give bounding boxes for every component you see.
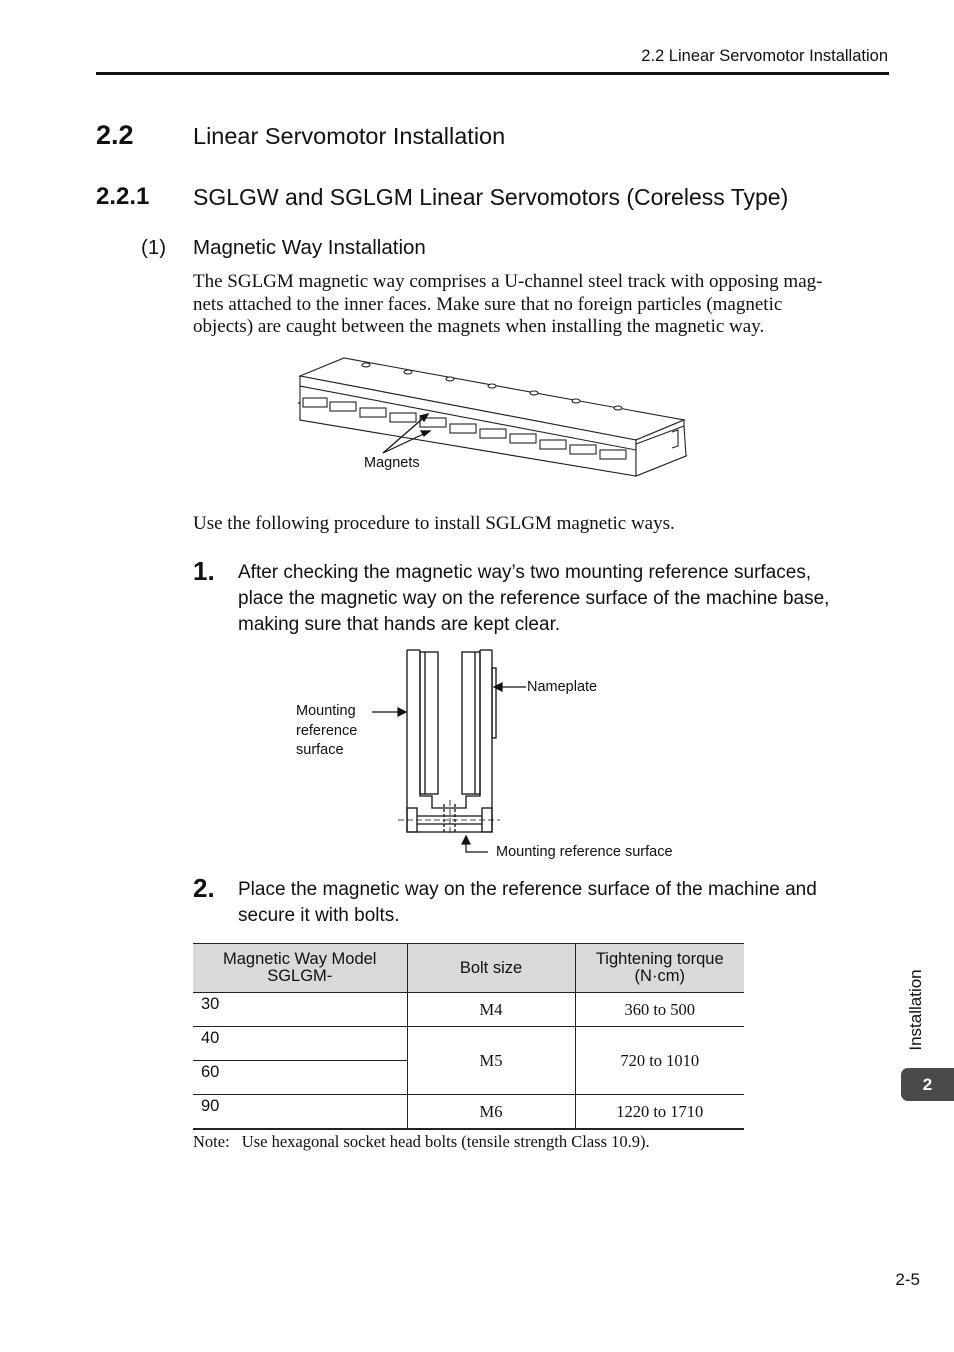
step-1-line: After checking the magnetic way’s two mounting reference surfaces,	[238, 562, 812, 583]
label-line: reference	[296, 722, 358, 739]
subsection-title: SGLGW and SGLGM Linear Servomotors (Coreless Type)	[193, 184, 789, 210]
header-line: Magnetic Way Model	[223, 950, 377, 968]
header-rule	[96, 72, 889, 75]
chapter-tab: 2	[901, 1068, 954, 1101]
u-channel-inner	[420, 650, 480, 808]
label-line: Mounting	[296, 703, 356, 719]
magnet-right	[462, 652, 480, 794]
cell-model: 60	[193, 1061, 407, 1095]
note	[193, 1132, 650, 1152]
step-1-text	[238, 560, 888, 638]
bolt-table	[193, 943, 744, 1130]
step-2-number: 2.	[193, 873, 215, 903]
note-label: Note:	[193, 1132, 230, 1151]
magnetic-way-figure	[280, 350, 700, 490]
note-text: Use hexagonal socket head bolts (tensile strength Class 10.9).	[241, 1132, 650, 1151]
nameplate	[492, 668, 496, 738]
magnet-left	[420, 652, 438, 794]
header-torque	[575, 944, 744, 993]
step-2-text	[238, 877, 888, 929]
section-number: 2.2	[96, 120, 134, 150]
header-bolt-size	[407, 944, 575, 993]
cell-torque: 1220 to 1710	[575, 1095, 744, 1130]
cell-model: 30	[193, 993, 407, 1027]
header-line: Bolt size	[459, 958, 523, 977]
table-header-row	[193, 944, 744, 993]
header-line: (N·cm)	[634, 967, 685, 985]
intro-line: nets attached to the inner faces. Make sure that no foreign particles (magnetic	[193, 293, 783, 315]
table-row	[193, 993, 744, 1027]
header-model	[193, 944, 407, 993]
magnets-label: Magnets	[364, 455, 420, 471]
table-row	[193, 1027, 744, 1061]
table-row	[193, 1095, 744, 1130]
cell-bolt: M4	[407, 993, 575, 1027]
header-line: Tightening torque	[595, 950, 724, 968]
cell-model: 40	[193, 1027, 407, 1061]
step-1-line: place the magnetic way on the reference surface of the machine base,	[238, 588, 830, 609]
cell-model: 90	[193, 1095, 407, 1130]
intro-line: objects) are caught between the magnets when installing the magnetic way.	[193, 316, 765, 337]
mounting-reference-bottom-label: Mounting reference surface	[496, 844, 673, 860]
label-line: surface	[296, 742, 344, 758]
page-number: 2-5	[895, 1270, 920, 1289]
step-2-line: secure it with bolts.	[238, 905, 400, 926]
chapter-side-label	[892, 960, 940, 1060]
intro-line: The SGLGM magnetic way comprises a U-channel steel track with opposing mag-	[193, 271, 823, 292]
subsubsection-number: (1)	[141, 236, 167, 259]
mounting-reference-left-label	[296, 702, 357, 761]
procedure-intro: Use the following procedure to install SGLGM magnetic ways.	[193, 513, 675, 534]
subsubsection-title: Magnetic Way Installation	[193, 236, 426, 259]
cell-torque: 720 to 1010	[575, 1027, 744, 1095]
section-title: Linear Servomotor Installation	[193, 123, 506, 149]
step-2-line: Place the magnetic way on the reference surface of the machine and	[238, 879, 817, 900]
intro-paragraph	[193, 271, 883, 339]
step-1-number: 1.	[193, 556, 215, 586]
cell-bolt: M5	[407, 1027, 575, 1095]
chapter-label-text: Installation	[906, 969, 925, 1051]
cell-torque: 360 to 500	[575, 993, 744, 1027]
nameplate-label: Nameplate	[527, 679, 598, 695]
subsection-number: 2.2.1	[96, 183, 150, 210]
header-line: SGLGM-	[267, 967, 333, 985]
cell-bolt: M6	[407, 1095, 575, 1130]
step-1-line: making sure that hands are kept clear.	[238, 614, 561, 635]
running-head: 2.2 Linear Servomotor Installation	[641, 47, 888, 65]
